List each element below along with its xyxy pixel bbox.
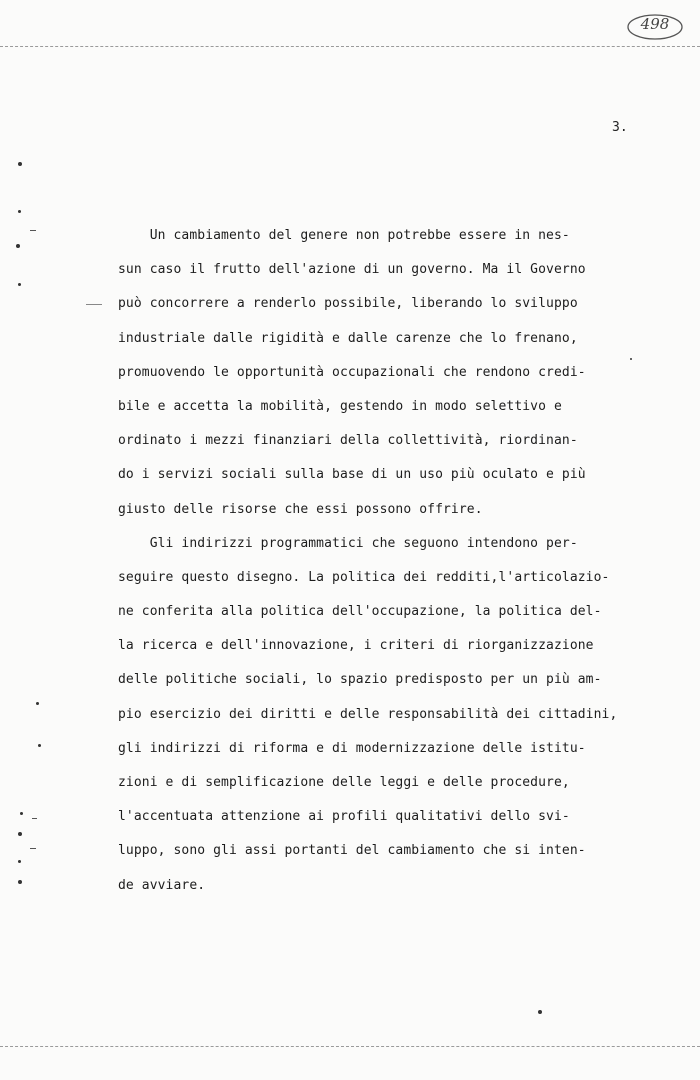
text-line: l'accentuata attenzione ai profili qualitativi dello svi- xyxy=(118,809,570,825)
scan-speck xyxy=(18,880,22,884)
text-line: pio esercizio dei diritti e delle responsabilità dei cittadini, xyxy=(118,706,618,722)
text-line: industriale dalle rigidità e dalle carenze che lo frenano, xyxy=(118,330,578,346)
scan-speck xyxy=(538,1010,542,1014)
scan-mark xyxy=(86,304,102,305)
scan-speck xyxy=(18,210,21,213)
scan-speck xyxy=(18,283,21,286)
scan-speck xyxy=(18,832,22,836)
scan-speck xyxy=(20,812,23,815)
text-line: luppo, sono gli assi portanti del cambiamento che si inten- xyxy=(118,843,586,859)
scan-mark xyxy=(32,818,37,819)
page-number: 3. xyxy=(612,120,628,135)
scan-speck xyxy=(18,860,21,863)
text-line: Gli indirizzi programmatici che seguono intendono per- xyxy=(118,535,578,551)
text-line: Un cambiamento del genere non potrebbe essere in nes- xyxy=(118,228,570,243)
archive-number-stamp xyxy=(620,12,690,42)
text-line: promuovendo le opportunità occupazionali che rendono credi- xyxy=(118,364,586,380)
text-line: gli indirizzi di riforma e di modernizzazione delle istitu- xyxy=(118,740,586,756)
scan-speck xyxy=(16,244,20,248)
text-line: ne conferita alla politica dell'occupazione, la politica del- xyxy=(118,604,602,620)
text-line: giusto delle risorse che essi possono offrire. xyxy=(118,501,483,517)
text-line: bile e accetta la mobilità, gestendo in modo selettivo e xyxy=(118,398,562,414)
text-line: do i servizi sociali sulla base di un uso più oculato e più xyxy=(118,467,586,483)
text-line: ordinato i mezzi finanziari della collettività, riordinan- xyxy=(118,433,578,449)
text-line: seguire questo disegno. La politica dei redditi,l'articolazio- xyxy=(118,569,610,585)
text-line: sun caso il frutto dell'azione di un governo. Ma il Governo xyxy=(118,262,586,278)
text-line: zioni e di semplificazione delle leggi e delle procedure, xyxy=(118,775,570,790)
text-line: delle politiche sociali, lo spazio predisposto per un più am- xyxy=(118,672,602,688)
scan-mark xyxy=(30,848,36,849)
top-scan-rule xyxy=(0,46,700,47)
scan-speck xyxy=(630,358,632,360)
scan-speck xyxy=(18,162,22,166)
bottom-scan-rule xyxy=(0,1046,700,1047)
archive-number: 498 xyxy=(640,15,670,33)
text-line: la ricerca e dell'innovazione, i criteri di riorganizzazione xyxy=(118,638,594,654)
scan-mark xyxy=(30,230,36,231)
text-line: può concorrere a renderlo possibile, liberando lo sviluppo xyxy=(118,296,578,312)
body-text xyxy=(118,219,678,903)
scan-speck xyxy=(38,744,41,747)
scan-speck xyxy=(36,702,39,705)
text-line: de avviare. xyxy=(118,877,206,893)
